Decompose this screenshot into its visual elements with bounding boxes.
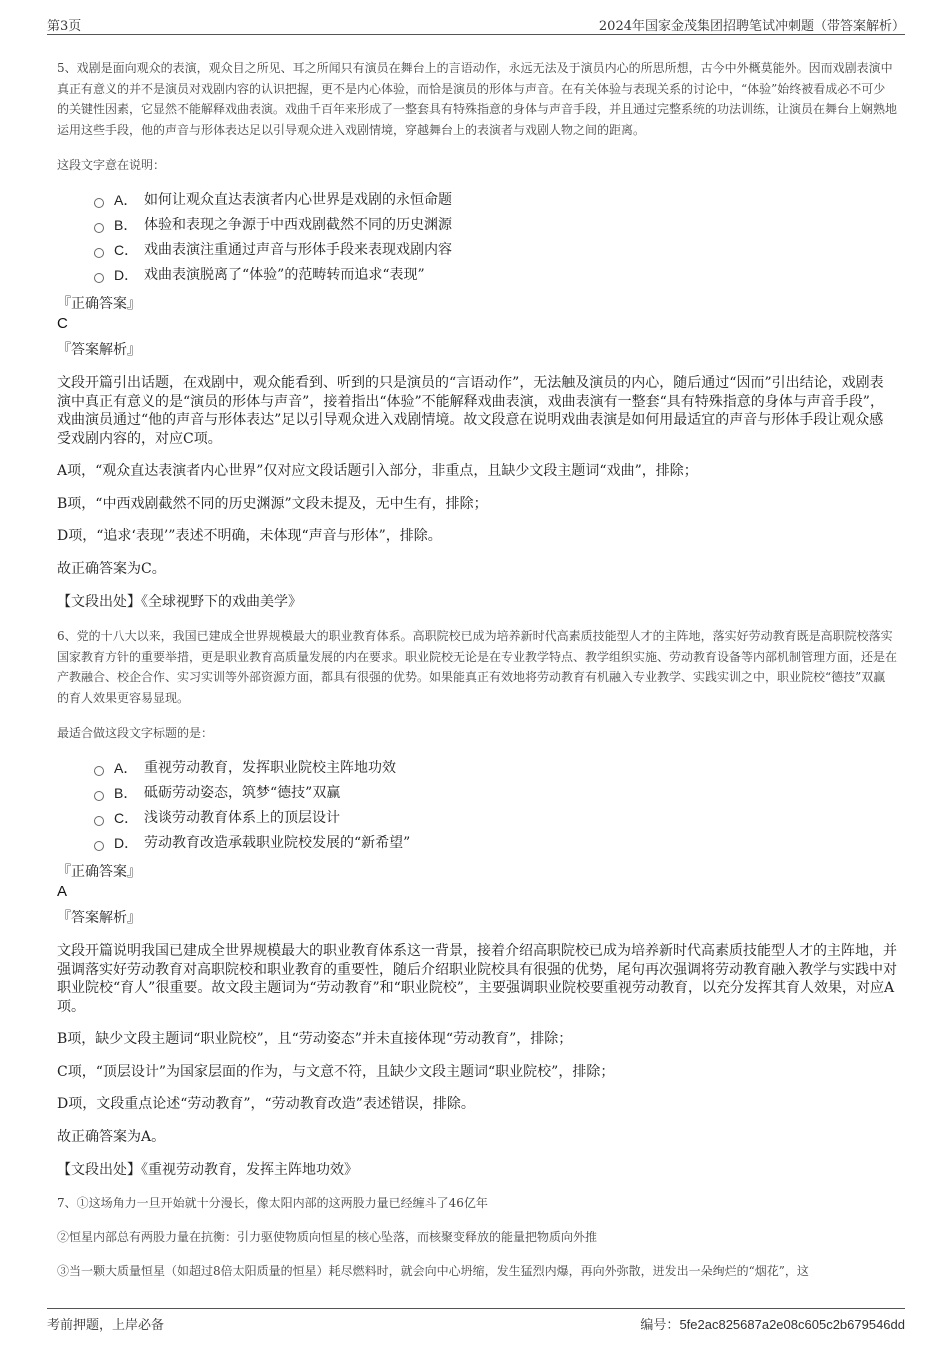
radio-icon[interactable] (94, 198, 104, 208)
analysis-label: 『答案解析』 (57, 910, 141, 926)
passage-source: 【文段出处】《重视劳动教育，发挥主阵地功效》 (57, 1162, 358, 1178)
analysis-paragraph: 文段开篇说明我国已建成全世界规模最大的职业教育体系这一背景，接着介绍高职院校已成为培养新时代高素质技能型人才的主阵地，并强调落实好劳动教育对高职院校和职业教育的重要性，随后介绍职业院校具有很强的优势，尾句再次强调将劳动教育融入教学与实践中对职业院校“育人”很重要。故文段主题词为“劳动教育”和“职业院校”，主要强调职业院校要重视劳动教育，以充分发挥其育人效果，对应A项。 (57, 943, 897, 1015)
footer-slogan: 考前押题，上岸必备 (47, 1318, 165, 1333)
option-list (94, 188, 897, 288)
page-footer (47, 1308, 905, 1333)
radio-icon[interactable] (94, 248, 104, 258)
page-header (47, 12, 905, 35)
option-d[interactable]: D． 戏曲表演脱离了“体验”的范畴转而追求“表现” (94, 263, 897, 288)
option-c[interactable]: C． 浅谈劳动教育体系上的顶层设计 (94, 806, 897, 831)
analysis-paragraph: A项，“观众直达表演者内心世界”仅对应文段话题引入部分，非重点，且缺少文段主题词“戏曲”，排除； (57, 463, 698, 479)
analysis-paragraph: 文段开篇引出话题，在戏剧中，观众能看到、听到的只是演员的“言语动作”，无法触及演员的内心，随后通过“因而”引出结论，戏剧表演中真正有意义的是“演员的形体与声音”，接着指出“体验”不能解释戏曲表演，戏曲表演有一整套“具有特殊指意的身体与声音手段”，戏曲演员通过“他的声音与形体表达”足以引导观众进入戏剧情境。故文段意在说明戏曲表演是如何用最适宜的声音与形体手段让观众感受戏剧内容的，对应C项。 (57, 375, 884, 447)
radio-icon[interactable] (94, 273, 104, 283)
question-prompt: 这段文字意在说明： (57, 158, 166, 172)
correct-answer: A (57, 883, 68, 900)
page-number: 第3页 (47, 19, 82, 34)
question-stem: 5、戏剧是面向观众的表演，观众目之所见、耳之所闻只有演员在舞台上的言语动作，永远无法及于演员内心的所思所想，古今中外概莫能外。因而戏剧表演中真正有意义的并不是演员对戏剧内容的认识把握，更不是内心体验，而恰是演员的形体与声音。在有关体验与表现关系的讨论中，“体验”始终被看成必不可少的关键性因素，它显然不能解释戏曲表演。戏曲千百年来形成了一整套具有特殊指意的身体与声音手段，并且通过完整系统的功法训练，让演员在舞台上娴熟地运用这些手段，他的声音与形体表达足以引导观众进入戏剧情境，穿越舞台上的表演者与戏剧人物之间的距离。 (57, 61, 898, 137)
radio-icon[interactable] (94, 766, 104, 776)
option-b[interactable]: B． 砥砺劳动姿态，筑梦“德技”双赢 (94, 781, 897, 806)
analysis-paragraph: B项，“中西戏剧截然不同的历史渊源”文段未提及，无中生有，排除； (57, 495, 488, 512)
question-stem: 6、党的十八大以来，我国已建成全世界规模最大的职业教育体系。高职院校已成为培养新时代高素质技能型人才的主阵地，落实好劳动教育既是高职院校落实国家教育方针的重要举措，更是职业教育高质量发展的内在要求。职业院校无论是在专业教学特点、教学组织实施、劳动教育设备等内部机制管理方面，还是在产教融合、校企合作、实习实训等外部资源方面，都具有很强的优势。如果能真正有效地将劳动教育有机融入专业教学、实践实训之中，职业院校“德技”双赢的育人效果更容易显现。 (57, 629, 898, 705)
document-title: 2024年国家金茂集团招聘笔试冲刺题（带答案解析） (598, 19, 905, 34)
analysis-label: 『答案解析』 (57, 342, 141, 358)
sentence-2: ②恒星内部总有两股力量在抗衡：引力驱使物质向恒星的核心坠落，而核聚变释放的能量把物质向外推 (57, 1230, 598, 1244)
question-prompt: 最适合做这段文字标题的是： (57, 726, 214, 740)
document-id: 编号：5fe2ac825687a2e08c605c2b679546dd (640, 1317, 905, 1333)
radio-icon[interactable] (94, 223, 104, 233)
answer-label: 『正确答案』 (57, 296, 141, 312)
analysis-paragraph: 故正确答案为C。 (57, 560, 166, 577)
answer-analysis (57, 942, 897, 1146)
option-b[interactable]: B． 体验和表现之争源于中西戏剧截然不同的历史渊源 (94, 213, 897, 238)
option-list (94, 756, 897, 856)
passage-source: 【文段出处】《全球视野下的戏曲美学》 (57, 594, 302, 610)
analysis-paragraph: D项，“追求‘表现’”表述不明确，未体现“声音与形体”，排除。 (57, 528, 442, 544)
option-c[interactable]: C． 戏曲表演注重通过声音与形体手段来表现戏剧内容 (94, 238, 897, 263)
sentence-1: 7、①这场角力一旦开始就十分漫长，像太阳内部的这两股力量已经缠斗了46亿年 (57, 1196, 488, 1210)
analysis-paragraph: 故正确答案为A。 (57, 1128, 166, 1145)
correct-answer: C (57, 315, 68, 332)
page-content (57, 58, 897, 1296)
option-d[interactable]: D． 劳动教育改造承载职业院校发展的“新希望” (94, 831, 897, 856)
radio-icon[interactable] (94, 791, 104, 801)
option-a[interactable]: A． 重视劳动教育，发挥职业院校主阵地功效 (94, 756, 897, 781)
question-7 (57, 1194, 897, 1280)
answer-analysis (57, 374, 897, 578)
sentence-3: ③当一颗大质量恒星（如超过8倍太阳质量的恒星）耗尽燃料时，就会向中心坍缩，发生猛烈内爆，再向外弥散，迸发出一朵绚烂的“烟花”，这 (57, 1264, 809, 1278)
option-a[interactable]: A． 如何让观众直达表演者内心世界是戏剧的永恒命题 (94, 188, 897, 213)
analysis-paragraph: B项，缺少文段主题词“职业院校”，且“劳动姿态”并未直接体现“劳动教育”，排除； (57, 1031, 573, 1047)
question-6 (57, 626, 897, 1180)
radio-icon[interactable] (94, 841, 104, 851)
answer-label: 『正确答案』 (57, 864, 141, 880)
radio-icon[interactable] (94, 816, 104, 826)
question-5 (57, 58, 897, 612)
analysis-paragraph: C项，“顶层设计”为国家层面的作为，与文意不符，且缺少文段主题词“职业院校”，排除； (57, 1063, 615, 1080)
analysis-paragraph: D项，文段重点论述“劳动教育”，“劳动教育改造”表述错误，排除。 (57, 1096, 475, 1112)
